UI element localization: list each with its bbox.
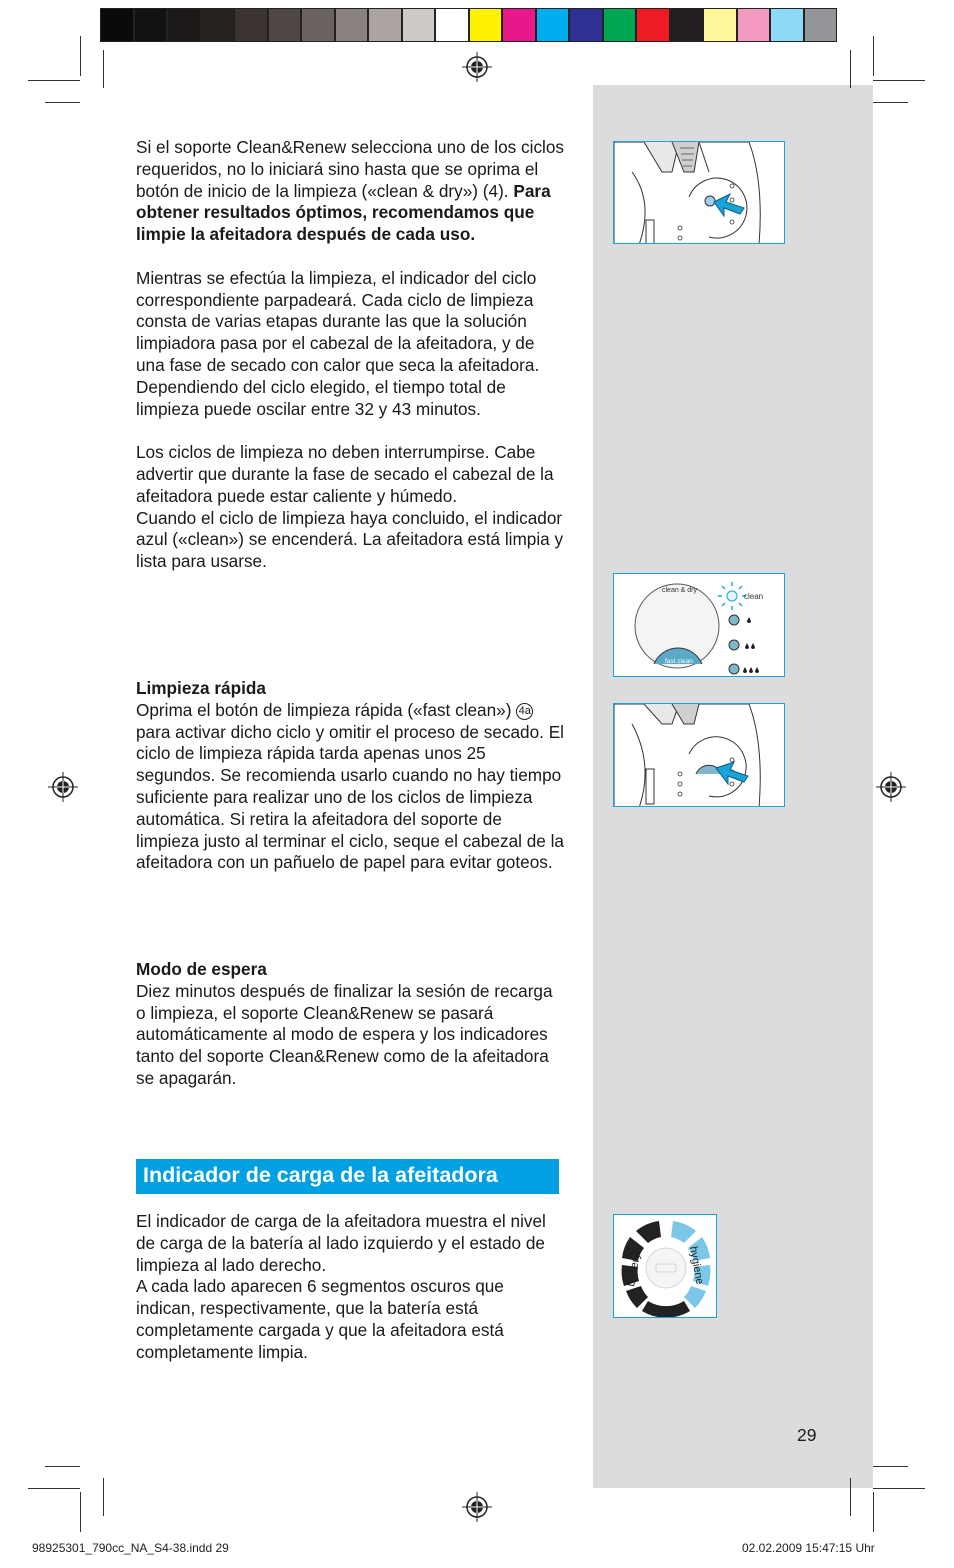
figure-charge-display — [613, 1214, 717, 1318]
fig2-arc-top: clean & dry — [662, 587, 698, 594]
intro-text: Si el soporte Clean&Renew selecciona uno de los ciclos requeridos, no lo iniciará sino hasta que se oprima el botón de inicio de la limpieza («clean & dry») (4). — [136, 137, 565, 201]
color-swatch — [268, 8, 302, 42]
fig2-arc-bottom: fast clean — [665, 658, 693, 665]
charge-indicator-section — [136, 1211, 566, 1364]
color-swatch — [167, 8, 201, 42]
intro-bold-text: Para obtener resultados óptimos, recomendamos que limpie la afeitadora después de cada uso. — [136, 180, 551, 245]
shaver-station-fast-clean-illustration — [614, 704, 785, 807]
crop-mark — [80, 1492, 81, 1532]
crop-mark — [28, 80, 80, 81]
figure-clean-dry-button — [613, 141, 785, 244]
color-swatch — [603, 8, 637, 42]
section-heading: Indicador de carga de la afeitadora — [136, 1159, 559, 1194]
fig2-clean-label: clean — [744, 592, 764, 601]
quick-clean-section — [136, 678, 566, 874]
charge-indicator-paragraph-2: A cada lado aparecen 6 segmentos oscuros que indican, respectivamente, que la batería está completamente cargada y que la afeitadora está completamente limpia. — [136, 1276, 504, 1362]
footer-file-info: 98925301_790cc_NA_S4-38.indd 29 — [32, 1541, 229, 1555]
interrupt-warning-paragraph: Los ciclos de limpieza no deben interrumpirse. Cabe advertir que durante la fase de secado el cabezal de la afeitadora puede estar caliente y húmedo. — [136, 442, 554, 506]
registration-mark-icon — [462, 1492, 492, 1522]
crop-mark — [873, 36, 874, 76]
crop-mark — [80, 36, 81, 76]
crop-mark — [103, 1478, 104, 1516]
cycle-complete-paragraph: Cuando el ciclo de limpieza haya concluido, el indicador azul («clean») se encenderá. La afeitadora está limpia y lista para usarse. — [136, 507, 564, 572]
color-swatch — [335, 8, 369, 42]
figure-fast-clean-button — [613, 703, 785, 807]
color-swatch — [804, 8, 838, 42]
crop-mark — [873, 1466, 908, 1467]
crop-mark — [873, 80, 925, 81]
registration-mark-icon — [48, 772, 78, 802]
cleaning-process-paragraph: Mientras se efectúa la limpieza, el indicador del ciclo correspondiente parpadeará. Cada ciclo de limpieza consta de varias etapas durante las que la solución limpiadora pasa por el cabezal de la afeitadora, y de una fase de secado con calor que seca la afeitadora. Dependiendo del ciclo elegido, el tiempo total de limpieza puede oscilar entre 32 y 43 minutos. — [136, 267, 540, 419]
standby-text: Diez minutos después de finalizar la sesión de recarga o limpieza, el soporte Clean&Renew se pasará automáticamente al modo de espera y los indicadores tanto del soporte Clean&Renew como de la afeitadora se apagarán. — [136, 980, 553, 1088]
shaver-station-illustration — [614, 142, 785, 244]
color-calibration-bar — [100, 8, 854, 42]
color-swatch — [502, 8, 536, 42]
color-swatch — [100, 8, 134, 42]
color-swatch — [301, 8, 335, 42]
color-swatch — [569, 8, 603, 42]
figure-clean-indicator — [613, 573, 785, 677]
crop-mark — [45, 1466, 80, 1467]
quick-clean-text-before: Oprima el botón de limpieza rápida («fast clean») — [136, 699, 512, 720]
crop-mark — [45, 102, 80, 103]
fig4-hygiene-label: hygiene — [687, 1245, 706, 1286]
registration-mark-icon — [462, 52, 492, 82]
intro-paragraph — [136, 137, 566, 573]
footer-timestamp: 02.02.2009 15:47:15 Uhr — [742, 1541, 875, 1555]
crop-mark — [850, 50, 851, 88]
color-swatch — [770, 8, 804, 42]
battery-hygiene-display-illustration — [614, 1215, 717, 1318]
crop-mark — [873, 1488, 925, 1489]
clean-panel-illustration — [614, 574, 785, 677]
color-swatch — [402, 8, 436, 42]
color-swatch — [134, 8, 168, 42]
crop-mark — [28, 1488, 80, 1489]
color-swatch — [368, 8, 402, 42]
color-swatch — [234, 8, 268, 42]
standby-title: Modo de espera — [136, 959, 267, 979]
quick-clean-title: Limpieza rápida — [136, 678, 266, 698]
charge-indicator-paragraph-1: El indicador de carga de la afeitadora muestra el nivel de carga de la batería al lado izquierdo y el estado de limpieza al lado derecho. — [136, 1211, 546, 1275]
crop-mark — [103, 50, 104, 88]
color-swatch — [636, 8, 670, 42]
color-swatch — [737, 8, 771, 42]
color-swatch — [201, 8, 235, 42]
registration-mark-icon — [876, 772, 906, 802]
standby-section — [136, 959, 566, 1090]
crop-mark — [873, 1492, 874, 1532]
fig4-battery-label: battery — [625, 1252, 643, 1288]
page-number: 29 — [797, 1425, 817, 1445]
color-swatch — [469, 8, 503, 42]
color-swatch — [435, 8, 469, 42]
crop-mark — [873, 102, 908, 103]
color-swatch — [703, 8, 737, 42]
reference-number-badge: 4a — [516, 703, 533, 720]
color-swatch — [536, 8, 570, 42]
crop-mark — [850, 1478, 851, 1516]
color-swatch — [670, 8, 704, 42]
quick-clean-text-after: para activar dicho ciclo y omitir el proceso de secado. El ciclo de limpieza rápida tarda apenas unos 25 segundos. Se recomienda usarlo cuando no hay tiempo suficiente para realizar uno de los ciclos de limpieza automática. Si retira la afeitadora del soporte de limpieza justo al terminar el ciclo, seque el cabezal de la afeitadora con un pañuelo de papel para evitar goteos. — [136, 721, 564, 873]
